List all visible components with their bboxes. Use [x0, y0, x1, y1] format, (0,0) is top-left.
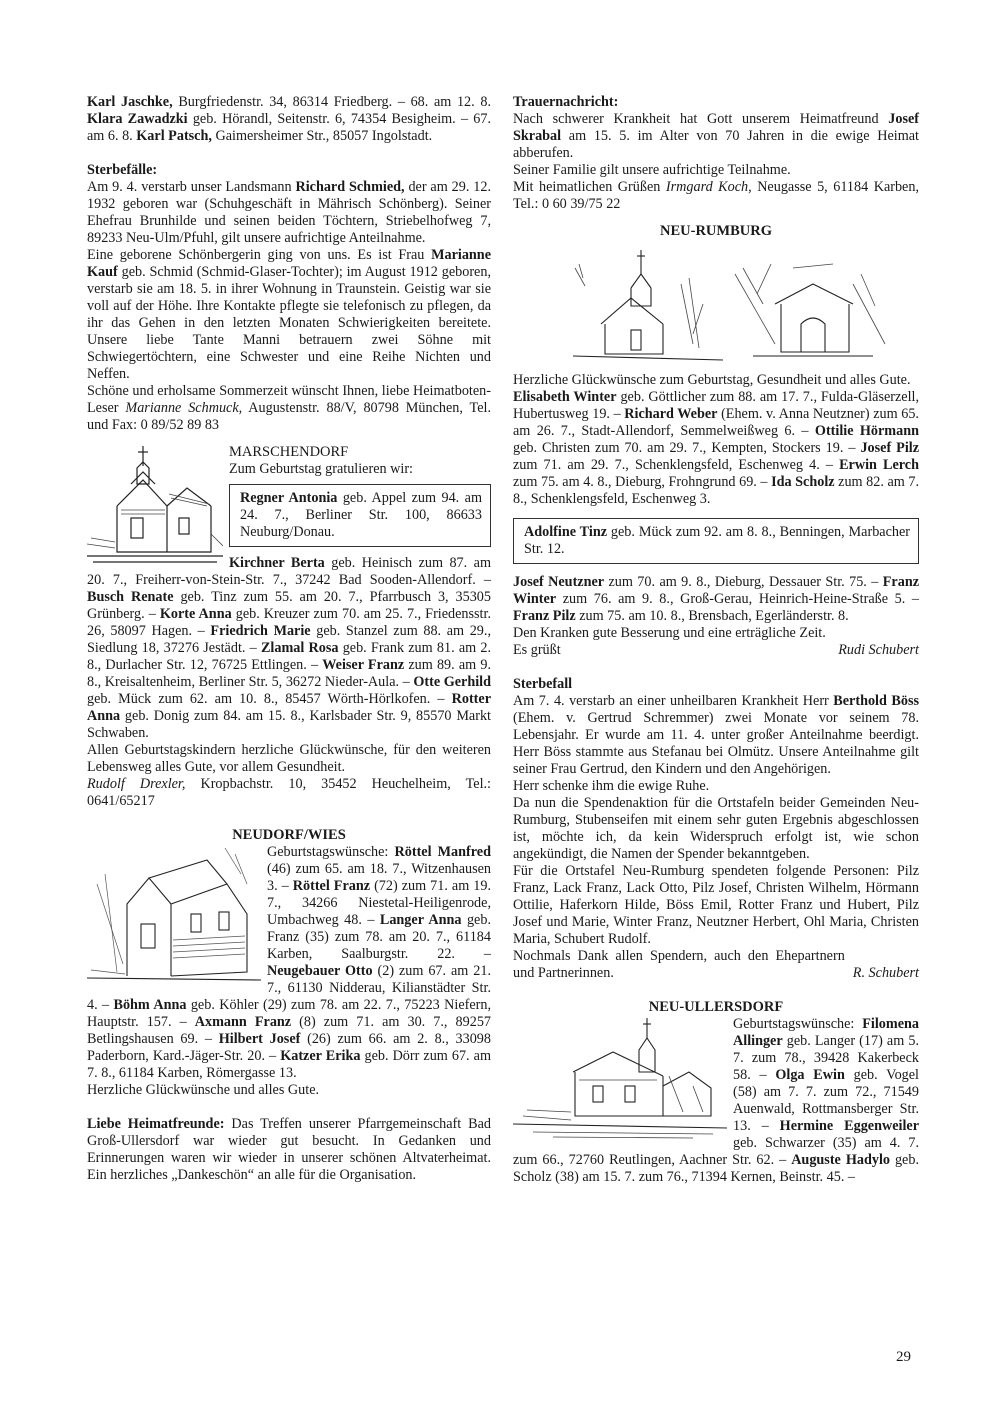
- text-run: geb. Scholz (38) am 15. 7. zum 76., 71394 Kernen, Beinstr. 45. –: [513, 1152, 919, 1185]
- text-run: zum 82. am 7. 8., Schenklengsfeld, Eschenweg 3.: [513, 474, 919, 507]
- text-run: Neugasse 5, 61184 Karben, Tel.: 0 60 39/75 22: [513, 179, 919, 212]
- text-run: (72) zum 71. am 19. 7., 34266 Niestetal-Heiligenrode, Umbachweg 48. –: [267, 878, 491, 928]
- text-run: geb. Donig zum 84. am 15. 8., Karlsbader Str. 9, 85570 Markt Schwaben.: [87, 708, 491, 741]
- trauer-paragraph: Seiner Familie gilt unsere aufrichtige Teilnahme.: [513, 162, 791, 178]
- text-run: geb. Appel zum 94. am 24. 7., Berliner Str. 100, 86633 Neuburg/Donau.: [240, 490, 482, 540]
- text-run: Mit heimatlichen Grüßen: [513, 179, 666, 195]
- text-run: zum 89. am 9. 8., Kreisaltenheim, Berliner Str. 5, 36272 Nieder-Aula. –: [87, 657, 491, 690]
- person-name: Josef Skrabal: [513, 111, 919, 144]
- text-run: Gaimersheimer Str., 85057 Ingolstadt.: [211, 128, 433, 144]
- text-run: geb. Stanzel zum 88. am 29., Siedlung 18, 37276 Jestädt. –: [87, 623, 491, 656]
- person-name: Ida Scholz: [771, 474, 835, 490]
- right-column: [513, 94, 919, 1186]
- person-name: Ottilie Hörmann: [814, 423, 920, 439]
- text-run: am 15. 5. im Alter von 70 Jahren in die ewige Heimat abberufen.: [513, 128, 919, 161]
- text-run: Am 9. 4. verstarb unser Landsmann: [87, 179, 296, 195]
- person-name: Rotter Anna: [87, 691, 491, 724]
- person-name: Josef Neutzner: [513, 574, 605, 590]
- text-run: Geburtstagswünsche:: [267, 844, 395, 860]
- church-illustration: [87, 844, 261, 986]
- marschendorf-section: [87, 444, 491, 810]
- intro-birthdays: [87, 94, 491, 145]
- person-name: Kirchner Berta: [229, 555, 325, 571]
- text-run: geb. Frank zum 81. am 2. 8., Durlacher Str. 12, 76725 Ettlingen. –: [87, 640, 492, 673]
- text-run: geb. Christen zum 70. am 29. 7., Kempten, Stockers 19. –: [513, 440, 861, 456]
- trauer-paragraph: [513, 111, 919, 162]
- chapel-illustration: [87, 444, 223, 566]
- thanks-text: Nochmals Dank allen Spendern, auch den Ehepartnern und Partnerinnen.: [513, 948, 845, 981]
- neuullersdorf-section: [513, 999, 919, 1186]
- neurumburg-birthdays-cont: [513, 574, 919, 625]
- person-name: Busch Renate: [87, 589, 174, 605]
- marschendorf-heading: MARSCHENDORF: [229, 444, 349, 460]
- sterbefall-heading: Sterbefall: [513, 676, 573, 692]
- neurumburg-greeting-row: [513, 642, 919, 659]
- sterbefaelle-paragraph: [87, 179, 491, 247]
- text-run: geb. Langer (17) am 5. 7. zum 78., 39428 Kakerbeck 58. –: [733, 1033, 919, 1083]
- neurumburg-highlight-box: [513, 518, 919, 564]
- person-name: Klara Zawadzki: [87, 111, 188, 127]
- italic-name: Marianne Schmuck,: [125, 400, 243, 416]
- neurumburg-intro: Herzliche Glückwünsche zum Geburtstag, Gesundheit und alles Gute.: [513, 372, 911, 388]
- text-run: (8) zum 71. am 30. 7., 89257 Betlingshausen 69. –: [87, 1014, 492, 1047]
- village-illustration: [513, 244, 919, 366]
- neudorf-section: [87, 827, 491, 1099]
- thanks-row: [513, 948, 919, 982]
- person-name: Josef Pilz: [860, 440, 920, 456]
- text-run: (26) zum 66. am 2. 8., 33098 Paderborn, Kard.-Jäger-Str. 20. –: [87, 1031, 491, 1064]
- text-run: zum 75. am 4. 8., Dieburg, Frohngrund 69. –: [513, 474, 772, 490]
- text-run: (46) zum 65. am 18. 7., Witzenhausen 3. –: [267, 861, 491, 894]
- text-run: Eine geborene Schönbergerin ging von uns. Es ist Frau: [87, 247, 432, 263]
- person-name: Erwin Lerch: [839, 457, 919, 473]
- text-run: der am 29. 12. 1932 geboren war (Schuhgeschäft in Mährisch Schönberg). Seiner Ehefrau Brunhilde und seinen beiden Töchtern, Striebelhofweg 7, 89233 Neu-Ulm/Pfuhl, gilt unsere aufrichtige Anteilnahme.: [87, 179, 491, 246]
- text-run: zum 76. am 9. 8., Groß-Gerau, Heinrich-Heine-Straße 5. –: [556, 591, 919, 607]
- text-run: Kropbachstr. 10, 35452 Heuchelheim, Tel.: 0641/65217: [87, 776, 492, 809]
- person-name: Karl Jaschke,: [87, 94, 173, 110]
- neurumburg-sick-wishes: Den Kranken gute Besserung und eine erträgliche Zeit.: [513, 625, 826, 641]
- person-name: Liebe Heimatfreunde:: [87, 1116, 225, 1132]
- spenden-paragraph: Da nun die Spendenaktion für die Ortstafeln beider Gemeinden Neu-Rumburg, Stubenseifen mit einem sehr guten Ergebnis abgeschlossen ist, möchte ich, da kein Widerspruch erfolgt ist, wie schon angekündigt, die Namen der Spender bekanntgeben.: [513, 795, 919, 862]
- left-column: [87, 94, 491, 1184]
- marschendorf-signature: [87, 776, 491, 810]
- person-name: Röttel Manfred: [394, 844, 491, 860]
- neudorf-heading: NEUDORF/WIES: [232, 827, 346, 843]
- text-run: Burgfriedenstr. 34, 86314 Friedberg. – 68. am 12. 8.: [172, 94, 491, 110]
- text-run: Augustenstr. 88/V, 80798 München, Tel. und Fax: 0 89/52 89 83: [87, 400, 491, 433]
- text-run: zum 71. am 29. 7., Schenklengsfeld, Eschenweg 4. –: [513, 457, 840, 473]
- person-name: Axmann Franz: [194, 1014, 292, 1030]
- text-run: geb. Hörandl, Seitenstr. 6, 74354 Besigheim. – 67. am 6. 8.: [87, 111, 491, 144]
- person-name: Friedrich Marie: [210, 623, 311, 639]
- person-name: Karl Patsch,: [136, 128, 212, 144]
- text-run: geb. Schwarzer (35) am 4. 7. zum 66., 72760 Reutlingen, Aachner Str. 62. –: [513, 1135, 919, 1168]
- neudorf-wishes: Herzliche Glückwünsche und alles Gute.: [87, 1082, 320, 1098]
- text-run: zum 70. am 9. 8., Dieburg, Dessauer Str. 75. –: [604, 574, 883, 590]
- person-name: Berthold Böss: [833, 693, 919, 709]
- italic-name: Rudolf Drexler,: [87, 776, 186, 792]
- person-name: Franz Pilz: [513, 608, 576, 624]
- text-run: (Ehem. v. Anna Neutzner) zum 65. am 26. 7., Stadt-Allendorf, Semmelweißweg 6. –: [513, 406, 919, 439]
- text-run: geb. Heinisch zum 87. am 20. 7., Freiherr-von-Stein-Str. 7., 37242 Bad Sooden-Allendorf. –: [87, 555, 491, 588]
- person-name: Zlamal Rosa: [260, 640, 339, 656]
- marschendorf-highlight-box: [229, 484, 491, 547]
- text-run: geb. Dörr zum 67. am 7. 8., 61184 Karben, Römergasse 13.: [87, 1048, 491, 1081]
- marschendorf-subheading: Zum Geburtstag gratulieren wir:: [229, 461, 413, 477]
- text-run: Am 7. 4. verstarb an einer unheilbaren Krankheit Herr: [513, 693, 834, 709]
- sterbefall-paragraph: Herr schenke ihm die ewige Ruhe.: [513, 778, 710, 794]
- text-run: geb. Göttlicher zum 88. am 17. 7., Fulda-Gläserzell, Hubertusweg 19. –: [513, 389, 920, 422]
- person-name: Korte Anna: [159, 606, 232, 622]
- sterbefaelle-heading: Sterbefälle:: [87, 162, 158, 178]
- text-run: geb. Franz (35) zum 78. am 20. 7., 61184 Karben, Saalburgstr. 22. –: [267, 912, 491, 962]
- text-run: geb. Mück zum 92. am 8. 8., Benningen, Marbacher Str. 12.: [524, 524, 910, 557]
- person-name: Langer Anna: [379, 912, 462, 928]
- person-name: Richard Weber: [624, 406, 718, 422]
- sterbefaelle-paragraph: [87, 383, 491, 434]
- greeting-signature: Rudi Schubert: [838, 642, 919, 658]
- neurumburg-birthdays: [513, 389, 919, 508]
- text-run: geb. Tinz zum 55. am 20. 7., Pfarrbusch 3, 35305 Grünberg. –: [87, 589, 491, 622]
- text-run: (2) zum 67. am 21. 7., 61130 Nidderau, Kilianstädter Str. 4. –: [87, 963, 491, 1013]
- text-run: geb. Vogel (58) am 7. 7. zum 72., 71549 Auenwald, Rottmansberger Str. 13. –: [733, 1067, 919, 1134]
- greeting-text: Es grüßt: [513, 642, 561, 658]
- text-run: Das Treffen unserer Pfarrgemeinschaft Bad Groß-Ullersdorf war wieder gut besucht. In Gedanken und Erinnerungen waren wir wieder in unserer schönen Altvaterheimat. Ein herzliches „Dankeschön“ an alle für die Organisation.: [87, 1116, 491, 1183]
- person-name: Weiser Franz: [322, 657, 405, 673]
- marschendorf-birthdays: [87, 555, 491, 742]
- text-run: geb. Schmid (Schmid-Glaser-Tochter); im August 1912 geboren, verstarb sie am 18. 5. in ihrer Wohnung in Traunstein. Geistig war sie voll auf der Höhe. Ihre Kontakte pflegte sie telefonisch zu pflegen, da ihr das Gehen in den letzten Monaten Schwierigkeiten bereitete. Unsere liebe Tante Manni betrauern zwei Söhne mit Schwiegertöchtern, eine Schwester und eine Reihe Nichten und Neffen.: [87, 264, 491, 382]
- person-name: Filomena Allinger: [733, 1016, 919, 1049]
- page-number: 29: [896, 1349, 911, 1365]
- text-run: Geburtstagswünsche:: [733, 1016, 863, 1032]
- thanks-signature: R. Schubert: [852, 965, 919, 981]
- trauer-heading: Trauernachricht:: [513, 94, 619, 110]
- sterbefall-paragraph: [513, 693, 919, 778]
- person-name: Katzer Erika: [280, 1048, 361, 1064]
- neuullersdorf-heading: NEU-ULLERSDORF: [648, 999, 784, 1015]
- marschendorf-wishes: Allen Geburtstagskindern herzliche Glückwünsche, für den weiteren Lebensweg alles Gute, vor allem Gesundheit.: [87, 742, 491, 775]
- text-run: geb. Köhler (29) zum 78. am 22. 7., 75223 Niefern, Hauptstr. 157. –: [87, 997, 492, 1030]
- person-name: Elisabeth Winter: [513, 389, 617, 405]
- person-name: Röttel Franz: [292, 878, 371, 894]
- person-name: Adolfine Tinz: [524, 524, 608, 540]
- person-name: Richard Schmied,: [295, 179, 405, 195]
- person-name: Regner Antonia: [240, 490, 338, 506]
- trauer-paragraph: [513, 179, 919, 213]
- person-name: Olga Ewin: [775, 1067, 845, 1083]
- person-name: Auguste Hadylo: [791, 1152, 890, 1168]
- person-name: Böhm Anna: [113, 997, 187, 1013]
- text-run: zum 75. am 10. 8., Brensbach, Egerländerstr. 8.: [575, 608, 849, 624]
- text-run: geb. Kreuzer zum 70. am 25. 7., Friedensstr. 26, 58097 Hagen. –: [87, 606, 491, 639]
- neurumburg-section: [513, 223, 919, 982]
- person-name: Hermine Eggenweiler: [779, 1118, 920, 1134]
- sterbefaelle-paragraph: [87, 247, 491, 383]
- text-run: Schöne und erholsame Sommerzeit wünscht Ihnen, liebe Heimatboten-Leser: [87, 383, 491, 416]
- neurumburg-heading: NEU-RUMBURG: [660, 223, 772, 239]
- person-name: Franz Winter: [513, 574, 920, 607]
- person-name: Otte Gerhild: [413, 674, 491, 690]
- text-run: geb. Mück zum 62. am 10. 8., 85457 Wörth-Hörlkofen. –: [87, 691, 452, 707]
- person-name: Marianne Kauf: [87, 247, 491, 280]
- liebe-heimatfreunde-paragraph: [87, 1116, 491, 1184]
- italic-name: Irmgard Koch,: [665, 179, 752, 195]
- person-name: Hilbert Josef: [218, 1031, 301, 1047]
- village-church-illustration: [513, 1016, 727, 1140]
- spender-list: Für die Ortstafel Neu-Rumburg spendeten folgende Personen: Pilz Franz, Lack Franz, Lack Otto, Pilz Josef, Christen Wilhelm, Hörmann Ottilie, Haferkorn Hilde, Böss Emil, Rotter Franz und Hubert, Pilz Josef und Marie, Winter Franz, Neutzner Herbert, Ohl Maria, Christen Maria, Schubert Rudolf.: [513, 863, 919, 947]
- text-run: (Ehem. v. Gertrud Schremmer) zwei Monate vor seinem 78. Lebensjahr. Er wurde am 11. 4. unter großer Anteilnahme beerdigt. Herr Böss stammte aus Stefanau bei Olmütz. Unsere Anteilnahme gilt seiner Frau Gertrud, den Kindern und den Angehörigen.: [513, 710, 919, 777]
- text-run: Nach schwerer Krankheit hat Gott unserem Heimatfreund: [513, 111, 889, 127]
- person-name: Neugebauer Otto: [267, 963, 373, 979]
